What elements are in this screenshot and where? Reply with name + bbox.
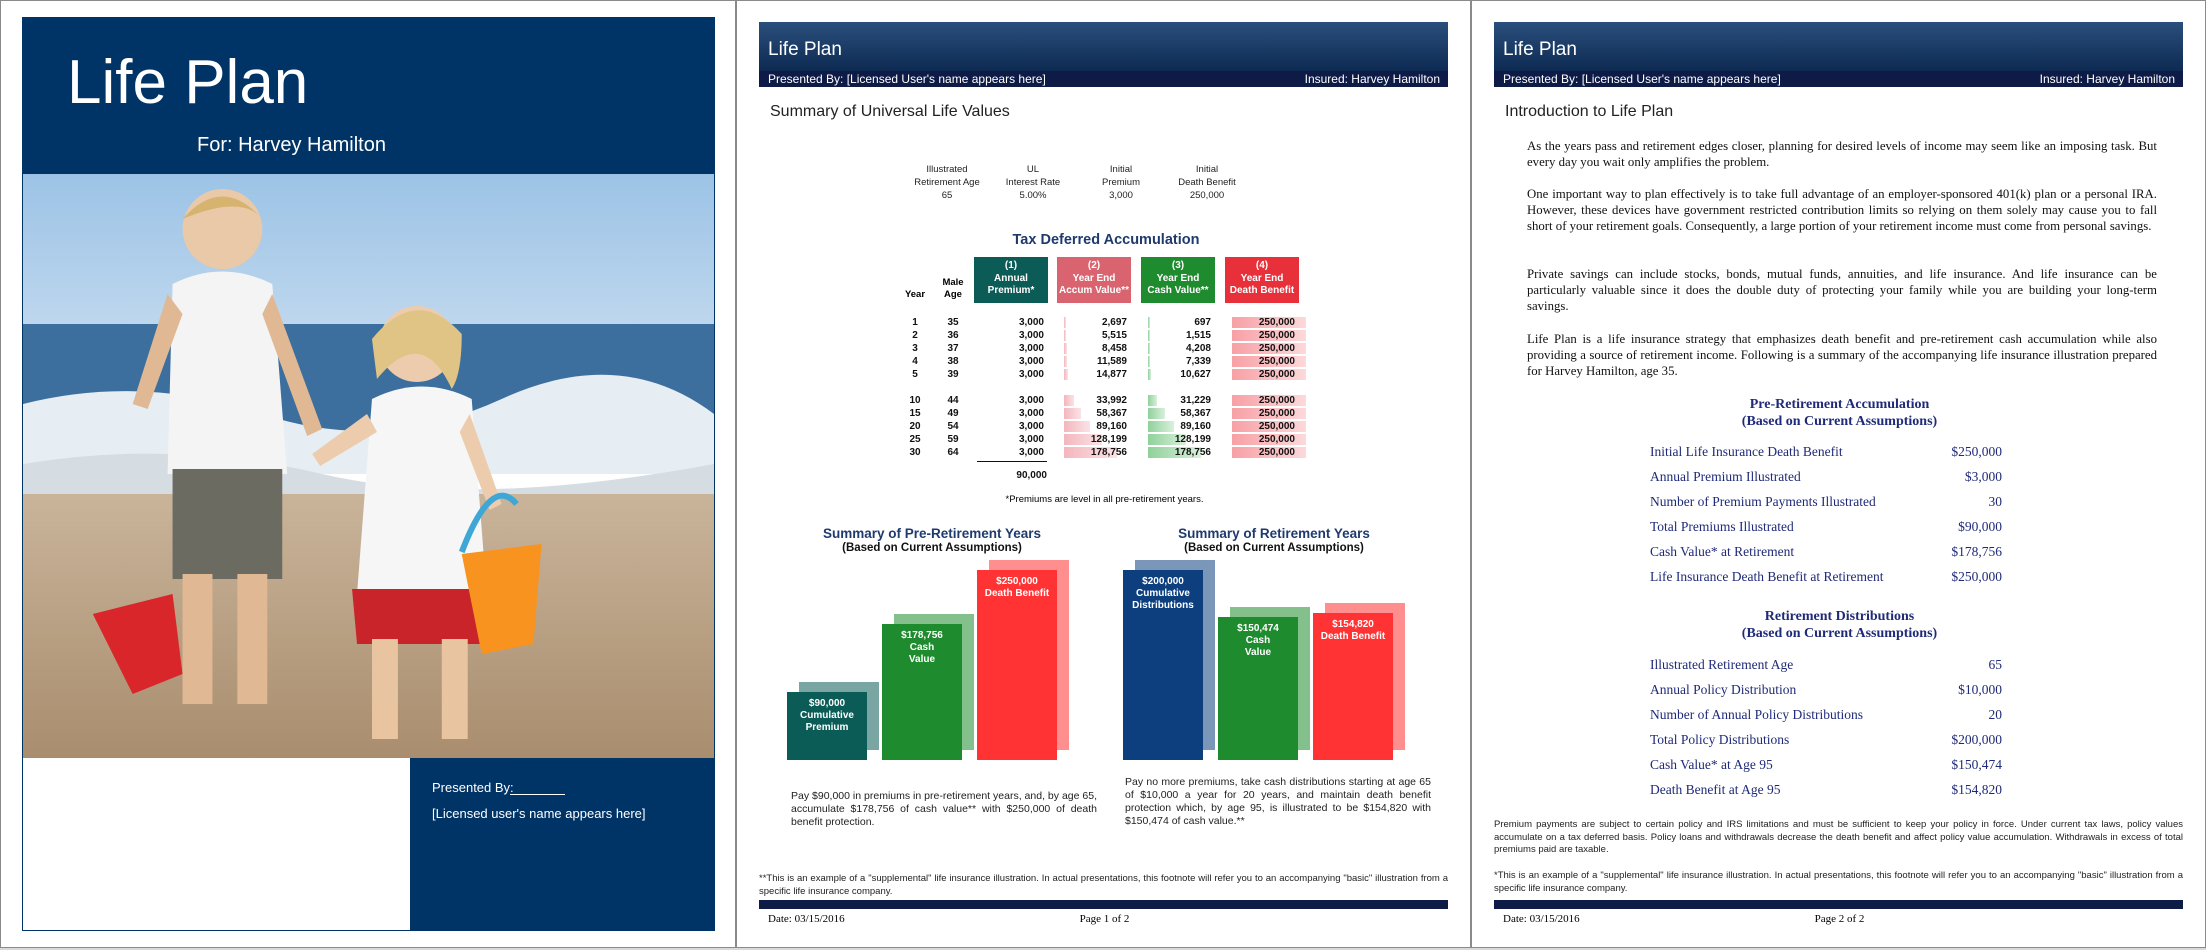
summary-row-value: $200,000 [1951, 732, 2002, 747]
cell-accum: 128,199 [1090, 434, 1127, 445]
cell-death: 250,000 [1258, 447, 1295, 458]
intro-paragraph: One important way to plan effectively is to take full advantage of an employer-sponsored 401(k) plan or a personal IRA. However, these devices have government restricted contribution limits so relying on them solely may cause you to fall short of your retirement goals. Consequently, a large portion of your retirement income must come from personal savings. [1527, 187, 2157, 233]
chart-bar-label [882, 630, 962, 666]
column-header-box [974, 257, 1048, 303]
ret-chart-title: Summary of Retirement Years [1178, 526, 1370, 541]
page-header-title: Life Plan [1503, 39, 1577, 60]
section-title: Introduction to Life Plan [1505, 103, 1674, 120]
column-header-text: Annual [994, 272, 1028, 284]
col-age-header-2: Age [944, 289, 962, 300]
cell-death: 250,000 [1258, 408, 1295, 419]
param-value: 250,000 [1189, 190, 1225, 201]
cover-presented-label: Presented By: [432, 780, 514, 795]
cell-cash: 178,756 [1174, 447, 1211, 458]
summary-row-label: Cash Value* at Age 95 [1650, 757, 1773, 772]
cell-premium: 3,000 [1018, 408, 1044, 419]
cell-year: 15 [909, 408, 921, 419]
page-header [1494, 22, 2183, 71]
summary-row-label: Initial Life Insurance Death Benefit [1650, 444, 1843, 459]
cell-premium: 3,000 [1018, 447, 1044, 458]
summary-row [1650, 682, 2002, 702]
param-value: 65 [941, 190, 953, 201]
cover-presented-underline [510, 794, 565, 795]
page-subheader [759, 71, 1448, 87]
chart-bar-label-line: Death Benefit [984, 588, 1050, 599]
column-header-text: Year End [1156, 272, 1200, 284]
summary-row-value: $90,000 [1958, 519, 2002, 534]
total-premium: 90,000 [1016, 470, 1047, 481]
page-2 [1471, 0, 2206, 948]
cell-premium: 3,000 [1018, 434, 1044, 445]
column-header-text: Death Benefit [1229, 285, 1295, 296]
cell-year: 4 [912, 356, 918, 367]
param-label1: Initial [1195, 164, 1219, 175]
chart-bar-label-line: Death Benefit [1320, 630, 1386, 642]
chart-bar-label-line: Cumulative [1136, 588, 1190, 599]
summary-row-value: $178,756 [1951, 544, 2002, 559]
intro-paragraph: Private savings can include stocks, bonds, mutual funds, annuities, and life insurance. And life insurance can be particularly valuable since it does the double duty of protecting your family while you are building your long-term savings. [1527, 267, 2157, 313]
chart-bar-label-line: Value [1244, 647, 1272, 659]
summary-row [1650, 657, 2002, 677]
footer-bar [759, 900, 1448, 909]
column-header-text: Year End [1240, 272, 1284, 284]
summary-row-value: $10,000 [1958, 682, 2002, 697]
cell-year: 3 [912, 343, 918, 354]
cell-death: 250,000 [1258, 434, 1295, 445]
chart-bar-label-line: Cumulative [800, 709, 854, 721]
cover-blank-panel [23, 758, 410, 931]
column-header-text: (3) [1171, 260, 1185, 271]
summary-row-label: Death Benefit at Age 95 [1650, 782, 1781, 797]
cell-accum: 5,515 [1101, 330, 1127, 341]
summary-row [1650, 519, 2002, 539]
pre-chart-title: Summary of Pre-Retirement Years [822, 526, 1042, 541]
tax-disclaimer: Premium payments are subject to certain policy and IRS limitations and must be sufficient to keep your policy in force. Under current tax laws, policy values accumulate on a tax deferred basis. Policy loans and withdrawals decrease the death benefit and affect policy value accumulation. Withdrawals in excess of total premiums paid are taxable. [1494, 819, 2183, 855]
page-subheader [1494, 71, 2183, 87]
distributions-subtitle: (Based on Current Assumptions) [1741, 626, 1938, 641]
summary-row-value: 65 [1988, 657, 2002, 672]
insured: Insured: Harvey Hamilton [1304, 72, 1440, 86]
chart-bar-label-line: $90,000 [808, 697, 846, 709]
column-header-text: Cash Value** [1147, 285, 1209, 296]
cover-page [0, 0, 736, 948]
param-label1: Initial [1109, 164, 1133, 175]
chart-bar-label [787, 698, 867, 734]
insured: Insured: Harvey Hamilton [2039, 72, 2175, 86]
summary-row-value: $250,000 [1951, 444, 2002, 459]
total-rule [977, 461, 1047, 462]
cell-death: 250,000 [1258, 395, 1295, 406]
cell-cash: 10,627 [1180, 369, 1211, 380]
cover-banner [23, 18, 714, 174]
column-header-text: (4) [1255, 260, 1269, 271]
ret-chart-subtitle: (Based on Current Assumptions) [1184, 542, 1364, 554]
summary-row [1650, 732, 2002, 752]
summary-row [1650, 707, 2002, 727]
chart-bar-label-line: $178,756 [901, 630, 943, 642]
summary-row [1650, 569, 2002, 589]
cell-cash: 31,229 [1180, 395, 1211, 406]
column-header-box [1225, 257, 1299, 303]
cell-death: 250,000 [1258, 330, 1295, 341]
cell-age: 37 [947, 343, 959, 354]
chart-bar-label-line: $250,000 [996, 576, 1038, 587]
cell-death: 250,000 [1258, 317, 1295, 328]
cell-premium: 3,000 [1018, 421, 1044, 432]
cell-death: 250,000 [1258, 369, 1295, 380]
cover-presented-panel [410, 758, 715, 931]
summary-row-value: $250,000 [1951, 569, 2002, 584]
cell-premium: 3,000 [1018, 343, 1044, 354]
summary-row-label: Illustrated Retirement Age [1650, 657, 1794, 672]
param-label2: Retirement Age [914, 177, 980, 188]
cell-year: 5 [912, 369, 918, 380]
chart-bar-label-line: Premium [805, 721, 849, 733]
column-header-text: Accum Value** [1058, 285, 1130, 296]
page-number: Page 2 of 2 [1814, 913, 1865, 925]
footer-bar [1494, 900, 2183, 909]
page-header-title: Life Plan [768, 39, 842, 60]
page-header [759, 22, 1448, 71]
cell-accum: 89,160 [1096, 421, 1127, 432]
cell-year: 25 [909, 434, 921, 445]
beach-photo [23, 174, 714, 758]
summary-row-value: $154,820 [1951, 782, 2002, 797]
summary-row-value: $150,474 [1951, 757, 2002, 772]
summary-row-label: Annual Premium Illustrated [1650, 469, 1801, 484]
column-header-text: (2) [1087, 260, 1101, 271]
premium-note: *Premiums are level in all pre-retirement years. [1005, 494, 1204, 505]
section-title: Summary of Universal Life Values [770, 103, 1010, 120]
cell-premium: 3,000 [1018, 317, 1044, 328]
cell-accum: 2,697 [1101, 317, 1127, 328]
chart-bar-label-line: Cash [1245, 635, 1271, 647]
accumulation-title: Pre-Retirement Accumulation [1749, 397, 1930, 412]
summary-row [1650, 494, 2002, 514]
cell-cash: 58,367 [1180, 408, 1211, 419]
cell-accum: 58,367 [1096, 408, 1127, 419]
column-header-text: Premium* [987, 285, 1035, 296]
summary-row-label: Total Premiums Illustrated [1650, 519, 1794, 534]
pre-chart-subtitle: (Based on Current Assumptions) [842, 542, 1022, 554]
column-header-text: Year End [1072, 272, 1116, 284]
chart-bar-label [1313, 619, 1393, 643]
supplemental-footnote: *This is an example of a "supplemental" life insurance illustration. In actual presentations, this footnote will refer you to an accompanying "basic" illustration from a specific life insurance company. [1494, 870, 2183, 894]
cell-cash: 4,208 [1185, 343, 1211, 354]
presented-by: Presented By: [Licensed User's name appears here] [1503, 72, 1781, 86]
cell-cash: 89,160 [1180, 421, 1211, 432]
cell-premium: 3,000 [1018, 395, 1044, 406]
cell-premium: 3,000 [1018, 330, 1044, 341]
cell-death: 250,000 [1258, 356, 1295, 367]
summary-row-value: 30 [1988, 494, 2002, 509]
summary-row-value: 20 [1988, 707, 2002, 722]
cell-age: 35 [947, 317, 959, 328]
cell-premium: 3,000 [1018, 369, 1044, 380]
summary-row-label: Annual Policy Distribution [1650, 682, 1797, 697]
cover-frame [22, 17, 715, 931]
presented-by: Presented By: [Licensed User's name appears here] [768, 72, 1046, 86]
cell-year: 20 [909, 421, 921, 432]
param-label2: Interest Rate [1005, 177, 1061, 188]
cell-accum: 33,992 [1096, 395, 1127, 406]
cell-age: 38 [947, 356, 959, 367]
chart-bar-label [1123, 576, 1203, 612]
cell-age: 54 [947, 421, 959, 432]
param-value: 5.00% [1019, 190, 1047, 201]
summary-row-label: Number of Annual Policy Distributions [1650, 707, 1863, 722]
cell-year: 30 [909, 447, 921, 458]
accumulation-subtitle: (Based on Current Assumptions) [1741, 414, 1938, 429]
cell-age: 64 [947, 447, 959, 458]
page-1 [736, 0, 1471, 948]
summary-row [1650, 444, 2002, 464]
param-label2: Death Benefit [1178, 177, 1236, 188]
cover-title: Life Plan [67, 48, 309, 117]
chart-bar-label-line: Cash [909, 642, 935, 654]
cell-year: 10 [909, 395, 921, 406]
summary-row-value: $3,000 [1964, 469, 2002, 484]
cover-for-line: For: Harvey Hamilton [197, 134, 386, 156]
cell-age: 44 [947, 395, 959, 406]
cell-accum: 178,756 [1090, 447, 1127, 458]
chart-bar-label-line: $154,820 [1332, 618, 1374, 630]
param-value: 3,000 [1109, 190, 1133, 201]
cell-year: 1 [912, 317, 918, 328]
chart-bar-label-line: $200,000 [1142, 576, 1184, 587]
summary-row-label: Cash Value* at Retirement [1650, 544, 1795, 559]
cell-cash: 1,515 [1185, 330, 1211, 341]
cover-licensed-user: [Licensed user's name appears here] [432, 806, 646, 821]
page-date: Date: 03/15/2016 [1503, 913, 1580, 925]
supplemental-footnote: **This is an example of a "supplemental" life insurance illustration. In actual presentations, this footnote will refer you to an accompanying "basic" illustration from a specific life insurance company. [759, 873, 1448, 897]
summary-row-label: Number of Premium Payments Illustrated [1650, 494, 1876, 509]
summary-row [1650, 782, 2002, 802]
ret-summary-text: Pay no more premiums, take cash distributions starting at age 65 of $10,000 a year for 20 years, and maintain death benefit protection which, by age 95, is illustrated to be $154,820 with $150,474 of cash value.** [1125, 776, 1431, 827]
cell-accum: 11,589 [1096, 356, 1127, 367]
page-date: Date: 03/15/2016 [768, 913, 845, 925]
param-label1: UL [1026, 164, 1040, 175]
cell-age: 59 [947, 434, 959, 445]
col-year-header: Year [904, 289, 926, 300]
column-header-box [1057, 257, 1131, 303]
chart-bar-label-line: Distributions [1132, 600, 1194, 611]
pre-summary-text: Pay $90,000 in premiums in pre-retirement years, and, by age 65, accumulate $178,756 of cash value** with $250,000 of death benefit protection. [791, 790, 1097, 828]
chart-bar-label [1218, 623, 1298, 659]
summary-row [1650, 469, 2002, 489]
cell-accum: 14,877 [1096, 369, 1127, 380]
cell-cash: 697 [1194, 317, 1211, 328]
cell-age: 49 [947, 408, 959, 419]
summary-row-label: Total Policy Distributions [1650, 732, 1790, 747]
col-age-header-1: Male [942, 277, 964, 288]
summary-row-label: Life Insurance Death Benefit at Retirement [1650, 569, 1884, 584]
summary-row [1650, 757, 2002, 777]
distributions-title: Retirement Distributions [1764, 609, 1915, 624]
cell-premium: 3,000 [1018, 356, 1044, 367]
intro-paragraph: As the years pass and retirement edges closer, planning for desired levels of income may seem like an imposing task. But every day you wait only amplifies the problem. [1527, 139, 2157, 169]
cell-year: 2 [912, 330, 918, 341]
chart-bar-label-line: Value [908, 654, 936, 666]
intro-paragraph: Life Plan is a life insurance strategy that emphasizes death benefit and pre-retirement cash accumulation while also providing a source of retirement income. Following is a summary of the accompanying life insurance illustration prepared for Harvey Hamilton, age 35. [1527, 332, 2157, 378]
cell-death: 250,000 [1258, 343, 1295, 354]
column-header-text: (1) [1004, 260, 1018, 271]
cell-age: 39 [947, 369, 959, 380]
cell-accum: 8,458 [1101, 343, 1127, 354]
param-label1: Illustrated [926, 164, 968, 175]
table-title: Tax Deferred Accumulation [1012, 232, 1200, 248]
cell-cash: 7,339 [1185, 356, 1211, 367]
param-label2: Premium [1101, 177, 1140, 188]
cell-cash: 128,199 [1174, 434, 1211, 445]
chart-bar-label [977, 576, 1057, 600]
cell-death: 250,000 [1258, 421, 1295, 432]
cell-age: 36 [947, 330, 959, 341]
column-header-box [1141, 257, 1215, 303]
chart-bar-label-line: $150,474 [1237, 623, 1279, 635]
summary-row [1650, 544, 2002, 564]
page-number: Page 1 of 2 [1079, 913, 1130, 925]
